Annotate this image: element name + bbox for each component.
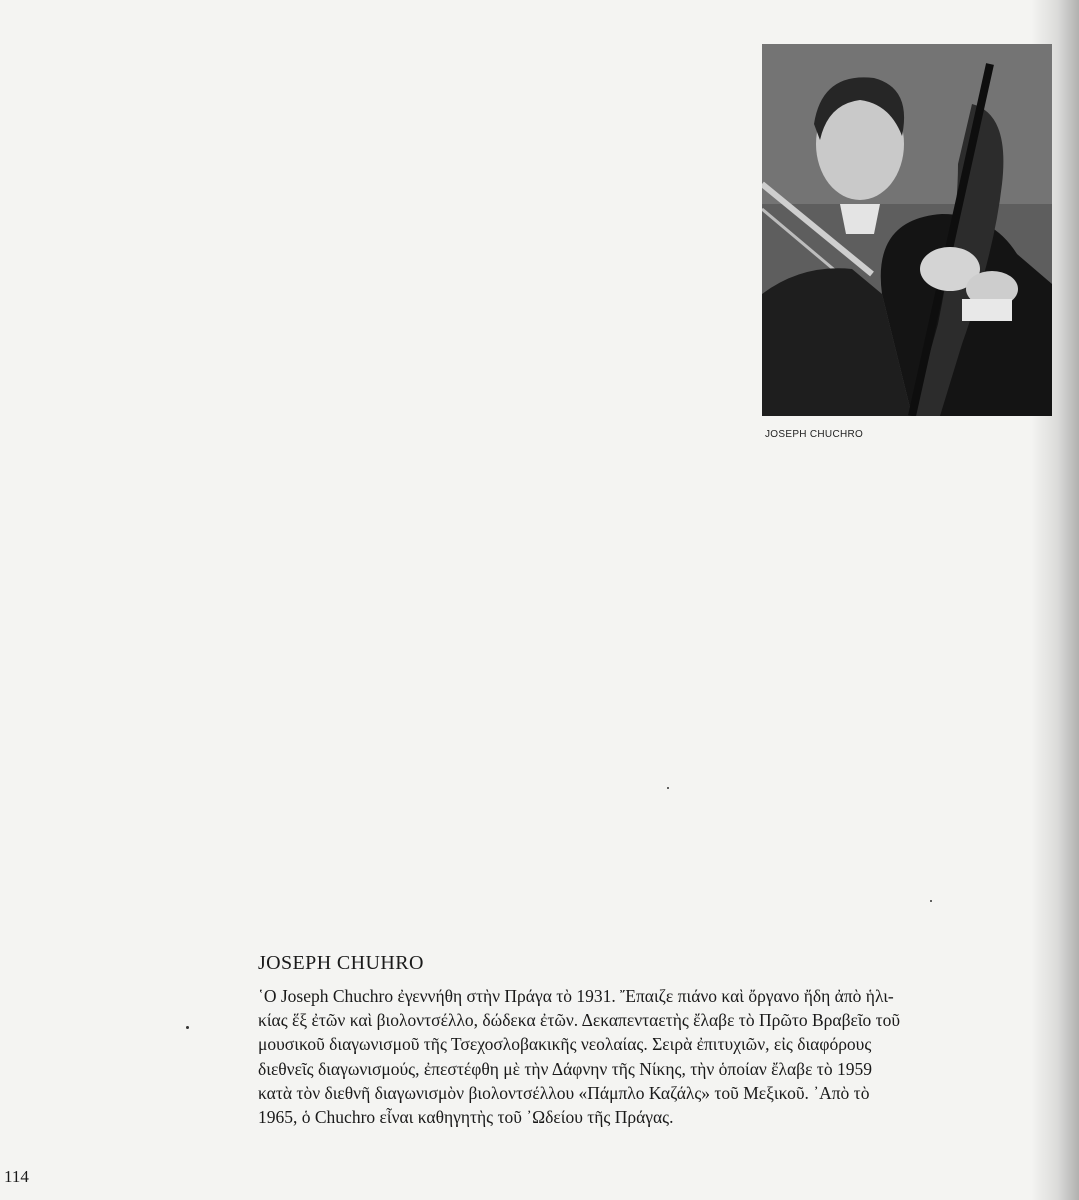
cellist-photo-icon — [762, 44, 1052, 416]
body-line: ῾Ο Joseph Chuchro ἐγεννήθη στὴν Πράγα τὸ 1931. Ἔπαιζε πιάνο καὶ ὄργανο ἤδη ἀπὸ ἡλι- — [258, 986, 894, 1006]
body-line: μουσικοῦ διαγωνισμοῦ τῆς Τσεχοσλοβακικῆς νεολαίας. Σειρὰ ἐπιτυχιῶν, εἰς διαφόρους — [258, 1034, 872, 1055]
dust-speck — [667, 787, 669, 789]
body-line: κίας ἕξ ἐτῶν καὶ βιολοντσέλλο, δώδεκα ἐτῶν. Δεκαπενταετὴς ἔλαβε τὸ Πρῶτο Βραβεῖο τοῦ — [258, 1010, 901, 1031]
photo-caption: JOSEPH CHUCHRO — [765, 429, 864, 440]
article-body — [258, 984, 1070, 1129]
body-line: διεθνεῖς διαγωνισμούς, ἐπεστέφθη μὲ τὴν Δάφνην τῆς Νίκης, τὴν ὁποίαν ἔλαβε τὸ 1959 — [258, 1058, 872, 1079]
body-line: 1965, ὁ Chuchro εἶναι καθηγητὴς τοῦ ᾿Ωδείου τῆς Πράγας. — [258, 1107, 674, 1128]
dust-speck — [930, 900, 932, 902]
dust-speck — [186, 1026, 189, 1029]
page-number: 114 — [4, 1167, 29, 1186]
body-line: κατὰ τὸν διεθνῆ διαγωνισμὸν βιολοντσέλλου «Πάμπλο Καζάλς» τοῦ Μεξικοῦ. ᾿Απὸ τὸ — [258, 1082, 870, 1103]
article-heading: JOSEPH CHUHRO — [258, 952, 424, 974]
portrait-photo — [762, 44, 1052, 416]
